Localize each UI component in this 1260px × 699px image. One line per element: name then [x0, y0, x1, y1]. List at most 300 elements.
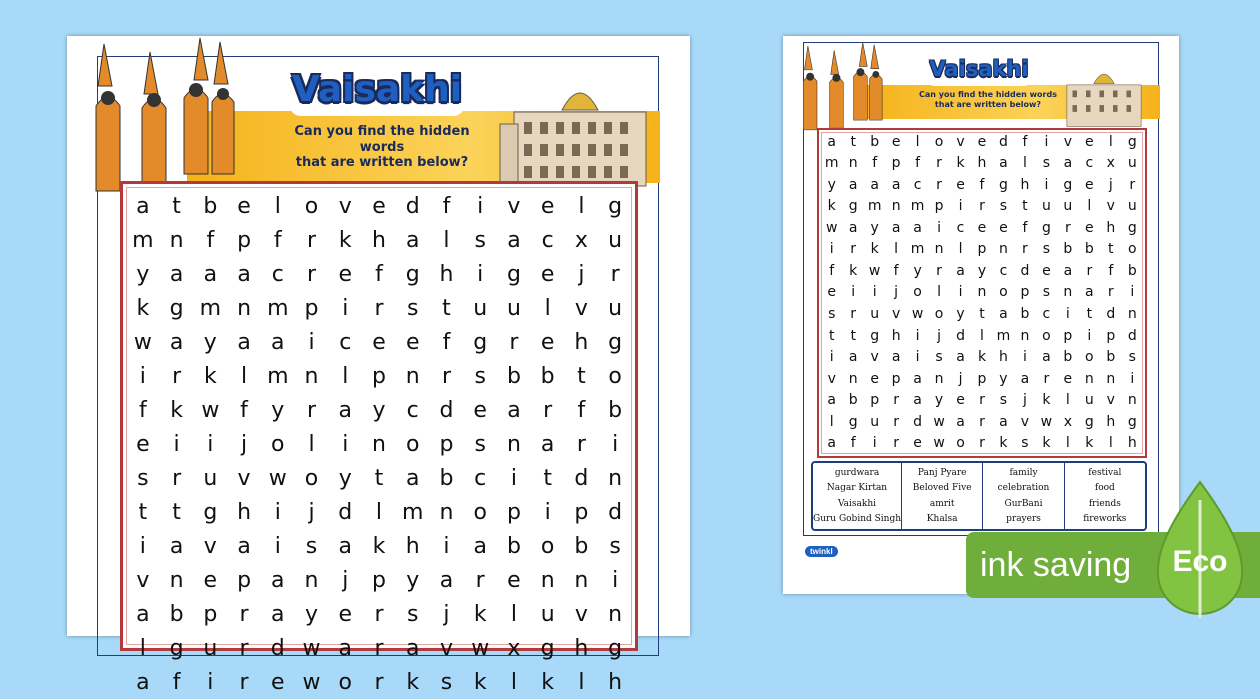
- grid-letter: v: [827, 370, 836, 387]
- instructions-line-1-small: Can you find the hidden words: [919, 90, 1057, 99]
- grid-letter: s: [1042, 155, 1051, 172]
- grid-letter: i: [872, 284, 877, 301]
- grid-letter: p: [203, 601, 218, 627]
- grid-letter: a: [136, 193, 150, 219]
- grid-letter: r: [374, 601, 384, 627]
- grid-letter: f: [375, 261, 383, 287]
- grid-letter: r: [979, 435, 985, 452]
- word-bank-column-1: [813, 463, 901, 529]
- grid-letter: k: [1042, 435, 1051, 452]
- grid-letter: l: [1108, 435, 1113, 452]
- grid-letter: r: [979, 392, 985, 409]
- grid-letter: l: [308, 431, 315, 457]
- grid-letter: c: [913, 176, 922, 193]
- grid-letter: e: [977, 219, 987, 236]
- grid-letter: f: [1108, 262, 1114, 279]
- grid-letter: r: [307, 261, 317, 287]
- grid-letter: o: [338, 669, 352, 695]
- grid-letter: l: [274, 193, 281, 219]
- grid-letter: g: [1127, 413, 1137, 430]
- grid-letter: v: [1106, 392, 1115, 409]
- grid-letter: v: [891, 306, 901, 323]
- grid-letter: o: [1085, 349, 1094, 366]
- grid-letter: k: [170, 397, 183, 423]
- grid-letter: m: [132, 227, 154, 253]
- grid-letter: s: [406, 295, 419, 321]
- grid-letter: l: [342, 363, 349, 389]
- grid-letter: u: [203, 465, 218, 491]
- grid-letter: h: [891, 327, 901, 344]
- grid-letter: v: [507, 193, 521, 219]
- grid-letter: g: [848, 413, 858, 430]
- grid-letter: w: [933, 413, 945, 430]
- grid-letter: m: [199, 295, 222, 321]
- grid-letter: p: [1063, 327, 1073, 344]
- grid-letter: a: [405, 635, 420, 661]
- grid-letter: i: [139, 533, 146, 559]
- grid-letter: i: [544, 499, 551, 525]
- grid-letter: t: [172, 499, 181, 525]
- grid-letter: p: [1106, 327, 1116, 344]
- grid-letter: t: [1022, 198, 1028, 215]
- grid-letter: g: [1127, 219, 1137, 236]
- grid-letter: e: [540, 261, 555, 287]
- grid-letter: y: [136, 261, 150, 287]
- grid-letter: e: [473, 397, 487, 423]
- grid-letter: n: [405, 363, 420, 389]
- grid-letter: b: [1020, 306, 1030, 323]
- grid-letter: w: [826, 219, 838, 236]
- grid-letter: g: [870, 327, 880, 344]
- grid-letter: y: [870, 219, 879, 236]
- word-bank-item: family: [1009, 467, 1038, 478]
- grid-letter: p: [891, 370, 901, 387]
- grid-letter: d: [1020, 262, 1030, 279]
- grid-letter: p: [977, 370, 987, 387]
- grid-letter: v: [439, 635, 453, 661]
- grid-letter: i: [872, 435, 877, 452]
- grid-letter: u: [1127, 155, 1137, 172]
- grid-letter: s: [474, 227, 486, 253]
- grid-letter: r: [1129, 176, 1136, 193]
- grid-letter: k: [956, 155, 965, 172]
- grid-letter: s: [828, 306, 836, 323]
- grid-letter: e: [271, 669, 285, 695]
- grid-letter: l: [510, 601, 517, 627]
- grid-letter: n: [934, 370, 944, 387]
- grid-letter: i: [139, 363, 146, 389]
- grid-letter: h: [608, 669, 623, 695]
- grid-letter: g: [506, 261, 521, 287]
- grid-letter: f: [273, 227, 282, 253]
- grid-letter: d: [999, 133, 1008, 150]
- grid-letter: h: [1106, 413, 1116, 430]
- grid-letter: f: [872, 155, 878, 172]
- grid-letter: s: [474, 431, 486, 457]
- grid-letter: r: [475, 567, 485, 593]
- grid-letter: i: [612, 567, 619, 593]
- grid-letter: j: [958, 370, 963, 387]
- grid-letter: l: [894, 241, 899, 258]
- grid-letter: d: [608, 499, 623, 525]
- grid-letter: k: [849, 262, 858, 279]
- grid-letter: a: [870, 176, 879, 193]
- grid-letter: a: [169, 329, 184, 355]
- grid-letter: f: [1022, 133, 1028, 150]
- grid-letter: t: [442, 295, 451, 321]
- grid-letter: v: [870, 349, 879, 366]
- grid-letter: f: [829, 262, 835, 279]
- grid-letter: h: [372, 227, 386, 253]
- grid-letter: m: [267, 363, 289, 389]
- grid-letter: n: [1063, 284, 1073, 301]
- grid-letter: a: [999, 413, 1008, 430]
- grid-letter: i: [510, 465, 517, 491]
- grid-letter: b: [506, 363, 521, 389]
- grid-letter: o: [304, 465, 319, 491]
- grid-letter: a: [827, 392, 837, 409]
- grid-letter: n: [999, 241, 1008, 258]
- grid-letter: e: [540, 329, 555, 355]
- grid-letter: i: [958, 198, 963, 215]
- grid-letter: a: [956, 349, 965, 366]
- grid-letter: e: [1042, 262, 1051, 279]
- grid-letter: a: [271, 567, 285, 593]
- grid-letter: n: [891, 198, 901, 215]
- grid-letter: w: [1040, 413, 1053, 430]
- grid-letter: e: [870, 370, 879, 387]
- grid-letter: i: [342, 295, 349, 321]
- grid-letter: j: [894, 284, 899, 301]
- grid-letter: a: [237, 261, 251, 287]
- grid-letter: a: [891, 349, 901, 366]
- grid-letter: y: [956, 306, 965, 323]
- grid-letter: j: [937, 327, 941, 344]
- grid-letter: l: [937, 284, 941, 301]
- grid-letter: s: [1042, 284, 1051, 301]
- word-bank-item: festival: [1088, 467, 1122, 478]
- grid-letter: f: [850, 435, 856, 452]
- grid-letter: n: [1084, 370, 1094, 387]
- grid-letter: r: [610, 261, 620, 287]
- grid-letter: n: [169, 567, 184, 593]
- grid-letter: i: [342, 431, 349, 457]
- grid-letter: c: [271, 261, 284, 287]
- grid-letter: y: [827, 176, 836, 193]
- grid-letter: u: [473, 295, 488, 321]
- grid-letter: i: [1065, 306, 1070, 323]
- grid-letter: f: [442, 193, 451, 219]
- grid-letter: w: [933, 435, 945, 452]
- grid-letter: j: [578, 261, 585, 287]
- grid-letter: h: [574, 329, 589, 355]
- grid-letter: p: [934, 198, 944, 215]
- sikh-figures-illustration: [92, 36, 267, 196]
- grid-letter: a: [956, 413, 965, 430]
- grid-letter: l: [1108, 133, 1113, 150]
- twinkl-logo: twinkl: [805, 546, 838, 557]
- grid-letter: a: [891, 176, 901, 193]
- grid-letter: j: [1108, 176, 1113, 193]
- grid-letter: n: [1127, 392, 1137, 409]
- grid-letter: i: [443, 533, 450, 559]
- grid-letter: a: [1063, 262, 1073, 279]
- grid-letter: e: [891, 133, 901, 150]
- word-bank-item: GurBani: [1004, 498, 1043, 509]
- grid-letter: g: [608, 193, 623, 219]
- grid-letter: a: [913, 219, 922, 236]
- grid-letter: h: [405, 533, 420, 559]
- grid-letter: f: [138, 397, 147, 423]
- grid-letter: h: [574, 635, 589, 661]
- grid-letter: a: [1085, 284, 1094, 301]
- grid-letter: o: [1127, 241, 1137, 258]
- word-bank-column-2: [901, 463, 982, 529]
- grid-letter: h: [977, 155, 987, 172]
- grid-letter: c: [999, 262, 1008, 279]
- grid-letter: e: [405, 329, 420, 355]
- grid-letter: f: [915, 155, 921, 172]
- grid-letter: y: [271, 397, 285, 423]
- grid-letter: r: [172, 363, 182, 389]
- gurdwara-illustration: [500, 74, 660, 186]
- grid-letter: y: [203, 329, 217, 355]
- grid-letter: r: [850, 306, 857, 323]
- grid-letter: m: [824, 155, 839, 172]
- grid-letter: n: [169, 227, 184, 253]
- grid-letter: t: [979, 306, 985, 323]
- grid-letter: a: [338, 635, 352, 661]
- grid-letter: h: [439, 261, 454, 287]
- grid-letter: b: [1063, 349, 1073, 366]
- word-bank-column-3: [982, 463, 1063, 529]
- grid-letter: j: [443, 601, 450, 627]
- grid-letter: a: [848, 219, 858, 236]
- grid-letter: a: [507, 227, 521, 253]
- grid-letter: b: [1127, 262, 1137, 279]
- grid-letter: e: [136, 431, 150, 457]
- grid-letter: v: [1020, 413, 1030, 430]
- grid-letter: u: [1063, 198, 1073, 215]
- grid-letter: l: [1065, 435, 1070, 452]
- grid-letter: e: [956, 176, 965, 193]
- grid-letter: k: [827, 198, 836, 215]
- grid-letter: r: [509, 329, 519, 355]
- grid-letter: r: [239, 601, 249, 627]
- grid-letter: p: [870, 392, 880, 409]
- grid-letter: i: [477, 193, 484, 219]
- grid-letter: g: [405, 261, 420, 287]
- grid-letter: i: [1044, 133, 1049, 150]
- grid-letter: a: [136, 601, 150, 627]
- grid-letter: s: [406, 601, 419, 627]
- grid-letter: a: [338, 397, 352, 423]
- grid-letter: r: [307, 227, 317, 253]
- word-bank-item: Beloved Five: [912, 483, 972, 494]
- grid-letter: i: [915, 349, 920, 366]
- grid-letter: m: [867, 198, 882, 215]
- grid-letter: e: [1085, 133, 1094, 150]
- grid-letter: o: [956, 435, 965, 452]
- grid-letter: w: [868, 262, 881, 279]
- grid-letter: r: [893, 435, 899, 452]
- grid-letter: a: [169, 533, 184, 559]
- grid-letter: i: [207, 431, 214, 457]
- grid-letter: e: [913, 435, 922, 452]
- grid-letter: r: [374, 295, 384, 321]
- word-bank-item: fireworks: [1083, 514, 1127, 525]
- grid-letter: l: [544, 295, 551, 321]
- grid-letter: e: [338, 261, 353, 287]
- grid-letter: l: [443, 227, 450, 253]
- word-bank-item: celebration: [997, 483, 1050, 494]
- grid-letter: i: [1044, 176, 1049, 193]
- grid-letter: i: [829, 241, 834, 258]
- grid-letter: c: [406, 397, 419, 423]
- grid-letter: n: [372, 431, 386, 457]
- grid-letter: t: [850, 327, 856, 344]
- word-bank-item: food: [1094, 483, 1115, 494]
- grid-letter: a: [1020, 370, 1030, 387]
- eco-label: Eco: [1172, 545, 1228, 578]
- grid-letter: e: [372, 329, 386, 355]
- grid-letter: s: [305, 533, 318, 559]
- grid-letter: e: [540, 193, 555, 219]
- word-bank-item: prayers: [1006, 514, 1041, 525]
- grid-letter: v: [237, 465, 251, 491]
- grid-letter: a: [848, 349, 858, 366]
- grid-letter: p: [1020, 284, 1030, 301]
- grid-letter: f: [240, 397, 248, 423]
- grid-letter: r: [979, 198, 985, 215]
- grid-letter: e: [827, 284, 837, 301]
- grid-letter: m: [267, 295, 289, 321]
- grid-letter: i: [308, 329, 315, 355]
- grid-letter: n: [934, 241, 944, 258]
- grid-letter: r: [441, 363, 451, 389]
- grid-letter: i: [1130, 284, 1135, 301]
- grid-letter: k: [473, 601, 487, 627]
- grid-letter: j: [240, 431, 248, 457]
- grid-letter: g: [169, 635, 184, 661]
- grid-letter: o: [405, 431, 420, 457]
- grid-letter: p: [977, 241, 987, 258]
- grid-letter: e: [1085, 219, 1094, 236]
- grid-letter: y: [934, 392, 944, 409]
- grid-letter: h: [1106, 219, 1116, 236]
- grid-letter: n: [1020, 327, 1030, 344]
- instructions-line-2-small: that are written below?: [934, 99, 1042, 109]
- grid-letter: s: [999, 392, 1008, 409]
- grid-letter: c: [541, 227, 554, 253]
- grid-letter: v: [136, 567, 150, 593]
- grid-letter: f: [893, 262, 899, 279]
- grid-letter: c: [339, 329, 352, 355]
- grid-letter: t: [138, 499, 148, 525]
- instructions-line-2: that are written below?: [295, 155, 469, 171]
- grid-letter: u: [870, 413, 880, 430]
- grid-letter: c: [1042, 306, 1051, 323]
- grid-letter: e: [338, 601, 353, 627]
- grid-letter: f: [206, 227, 215, 253]
- grid-letter: u: [203, 635, 218, 661]
- grid-letter: l: [1087, 198, 1092, 215]
- grid-letter: t: [850, 133, 856, 150]
- grid-letter: g: [169, 295, 184, 321]
- grid-letter: a: [338, 533, 352, 559]
- grid-letter: a: [891, 219, 901, 236]
- grid-letter: r: [374, 669, 384, 695]
- grid-letter: r: [239, 635, 249, 661]
- grid-letter: l: [578, 669, 585, 695]
- grid-letter: u: [1041, 198, 1051, 215]
- grid-letter: w: [911, 306, 924, 323]
- grid-letter: s: [935, 349, 943, 366]
- grid-letter: u: [506, 295, 521, 321]
- instructions-line-1: Can you find the hidden words: [294, 124, 470, 155]
- grid-letter: s: [440, 669, 453, 695]
- grid-letter: h: [1020, 176, 1030, 193]
- grid-letter: v: [203, 533, 217, 559]
- grid-letter: a: [439, 567, 454, 593]
- grid-letter: a: [956, 262, 965, 279]
- page-title-small: Vaisakhi: [923, 52, 1035, 86]
- grid-letter: y: [305, 601, 319, 627]
- grid-letter: r: [1064, 219, 1071, 236]
- grid-letter: g: [203, 499, 218, 525]
- grid-letter: s: [474, 363, 486, 389]
- grid-letter: r: [576, 431, 586, 457]
- grid-letter: n: [237, 295, 252, 321]
- grid-letter: f: [172, 669, 181, 695]
- grid-letter: v: [956, 133, 965, 150]
- grid-letter: t: [1086, 306, 1093, 323]
- grid-letter: c: [956, 219, 965, 236]
- sikh-figures-illustration-small: [801, 38, 901, 136]
- grid-letter: j: [308, 499, 315, 525]
- grid-letter: k: [1085, 435, 1094, 452]
- grid-letter: e: [956, 392, 965, 409]
- grid-letter: a: [405, 227, 420, 253]
- grid-letter: a: [169, 261, 184, 287]
- grid-letter: p: [237, 227, 252, 253]
- grid-letter: p: [891, 155, 901, 172]
- grid-letter: p: [372, 363, 386, 389]
- grid-letter: o: [934, 306, 944, 323]
- grid-letter: d: [1106, 306, 1116, 323]
- grid-letter: d: [574, 465, 589, 491]
- grid-letter: d: [1127, 327, 1137, 344]
- grid-letter: c: [1085, 155, 1094, 172]
- word-bank-item: gurdwara: [834, 467, 880, 478]
- grid-letter: i: [937, 219, 941, 236]
- grid-letter: d: [956, 327, 965, 344]
- worksheet-full: [783, 36, 1179, 594]
- grid-letter: w: [201, 397, 220, 423]
- grid-letter: u: [608, 227, 623, 253]
- grid-letter: k: [541, 669, 555, 695]
- grid-letter: o: [304, 193, 319, 219]
- grid-letter: i: [274, 499, 281, 525]
- grid-letter: v: [1106, 198, 1115, 215]
- grid-letter: b: [574, 533, 589, 559]
- grid-letter: i: [173, 431, 180, 457]
- grid-letter: w: [133, 329, 152, 355]
- grid-letter: a: [203, 261, 218, 287]
- grid-letter: m: [402, 499, 424, 525]
- grid-letter: a: [405, 465, 420, 491]
- grid-letter: k: [1042, 392, 1051, 409]
